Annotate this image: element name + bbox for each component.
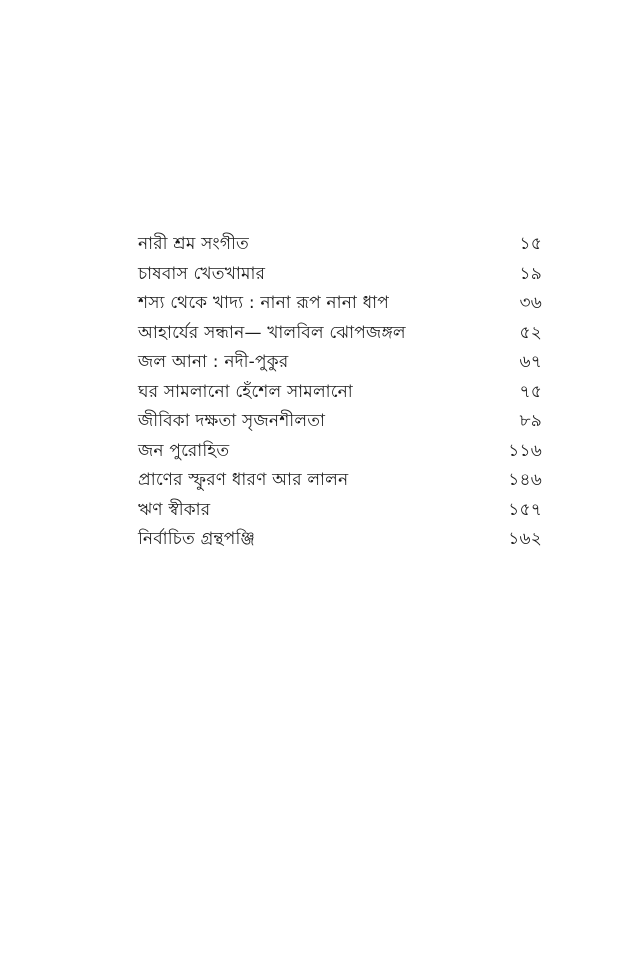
toc-entry-page: ৩৬ — [519, 293, 542, 313]
toc-entry-page: ৮৯ — [519, 411, 542, 431]
toc-entry-title: ঘর সামলানো হেঁশেল সামলানো — [138, 381, 353, 402]
toc-entry — [138, 466, 542, 496]
toc-entry-page: ১৪৬ — [508, 470, 542, 490]
toc-entry-title: নির্বাচিত গ্রন্থপঞ্জি — [138, 529, 256, 549]
toc-entry-title: জীবিকা দক্ষতা সৃজনশীলতা — [138, 411, 326, 431]
toc-entry — [138, 289, 542, 319]
toc-entry — [138, 378, 542, 408]
toc-entry-page: ১৫ — [519, 234, 542, 254]
toc-entry — [138, 348, 542, 378]
toc-entry-page: ১৯ — [519, 263, 542, 284]
toc-entry — [138, 230, 542, 260]
toc-entry-page: ১৬২ — [508, 529, 542, 549]
toc-entry-title: আহার্যের সন্ধান— খালবিল ঝোপজঙ্গল — [138, 322, 406, 343]
toc-entry-page: ১১৬ — [508, 440, 542, 461]
toc-entry-page: ৬৭ — [519, 352, 542, 372]
toc-entry — [138, 525, 542, 555]
toc-entry-title: শস্য থেকে খাদ্য : নানা রূপ নানা ধাপ — [138, 293, 389, 313]
toc-entry-title: জন পুরোহিত — [138, 440, 230, 461]
toc-entry — [138, 437, 542, 467]
toc-entry-title: জল আনা : নদী-পুকুর — [138, 352, 289, 372]
toc-entry-page: ১৫৭ — [508, 499, 542, 520]
toc-entry — [138, 407, 542, 437]
toc-entry-title: প্রাণের স্ফুরণ ধারণ আর লালন — [138, 470, 349, 490]
table-of-contents — [138, 230, 542, 555]
toc-entry — [138, 496, 542, 526]
toc-entry-title: ঋণ স্বীকার — [138, 499, 211, 520]
toc-entry — [138, 319, 542, 349]
toc-entry-page: ৫২ — [519, 322, 542, 343]
toc-entry-title: নারী শ্রম সংগীত — [138, 234, 250, 254]
toc-entry-title: চাষবাস খেতখামার — [138, 263, 266, 284]
toc-entry — [138, 260, 542, 290]
toc-entry-page: ৭৫ — [519, 381, 542, 402]
